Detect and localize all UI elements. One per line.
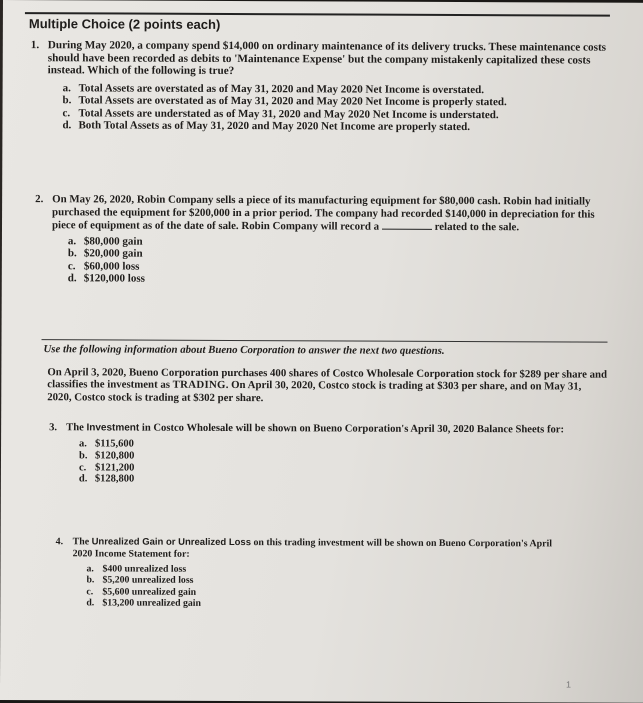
paragraph-line: On April 3, 2020, Bueno Corporation purchases 400 shares of Costco Wholesale Corporation stock for $289 per share and [47, 366, 608, 381]
option-d[interactable]: d. $120,000 loss [67, 272, 145, 285]
info-instruction: Use the following information about Bueno Corporation to answer the next two questions. [43, 343, 445, 357]
question-text [73, 536, 552, 561]
question-number: 3. [49, 422, 58, 434]
question-text: The Investment in Costco Wholesale will be shown on Bueno Corporation's April 30, 2020 Balance Sheets for: [66, 422, 565, 436]
question-2 [35, 193, 615, 234]
q3-options [79, 438, 135, 485]
option-a[interactable]: a. Total Assets are overstated as of May 31, 2020 and May 2020 Net Income is overstated. [62, 82, 485, 97]
section-heading: Multiple Choice (2 points each) [28, 16, 221, 32]
answer-blank [382, 220, 432, 230]
question-number: 1. [30, 39, 40, 52]
question-line: instead. Which of the following is true? [47, 64, 235, 78]
page-number: 1 [565, 679, 572, 690]
paragraph-line: classifies the investment as TRADING. On April 30, 2020, Costco stock is trading at $303 per share, and on May 31, [47, 378, 582, 393]
question-text [48, 39, 606, 79]
option-d[interactable]: d. $128,800 [78, 473, 135, 485]
q1-options [62, 82, 506, 133]
option-a[interactable]: a. $115,600 [79, 438, 134, 450]
paragraph-line: 2020, Costco stock is trading at $302 per share. [47, 391, 264, 404]
option-d[interactable]: d. Both Total Assets as of May 31, 2020 and May 2020 Net Income are properly stated. [62, 119, 471, 133]
q4-options [86, 563, 201, 609]
question-4 [55, 536, 601, 560]
info-paragraph [47, 366, 607, 406]
option-c[interactable]: c. Total Assets are understated as of May 31, 2020 and May 2020 Net Income is understated. [62, 106, 499, 121]
question-text [52, 193, 595, 234]
question-line: purchased the equipment for $200,000 in a prior period. The company had recorded $140,000 in depreciation for this [52, 205, 595, 221]
option-b[interactable]: b. $20,000 gain [67, 247, 143, 260]
question-1 [30, 39, 621, 78]
option-a[interactable]: a. $400 unrealized loss [86, 563, 187, 575]
question-number: 2. [35, 193, 44, 206]
question-line: The Unrealized Gain or Unrealized Loss on this trading investment will be shown on Bueno Corporation's April [72, 536, 552, 550]
question-number: 4. [55, 536, 64, 548]
option-c[interactable]: c. $121,200 [78, 461, 135, 474]
option-d[interactable]: d. $13,200 unrealized gain [86, 597, 202, 609]
question-line: piece of equipment as of the date of sale. Robin Company will record a related to the sale. [51, 219, 520, 234]
q2-options [68, 235, 145, 285]
question-3 [49, 422, 609, 436]
question-line: 2020 Income Statement for: [72, 547, 190, 560]
section-divider [42, 339, 608, 342]
question-line: On May 26, 2020, Robin Company sells a piece of its manufacturing equipment for $80,000 cash. Robin had initially [52, 193, 591, 208]
question-line: should have been recorded as debits to 'Maintenance Expense' but the company mistakenly capitalized these costs [47, 51, 591, 67]
option-c[interactable]: c. $60,000 loss [67, 259, 140, 273]
option-b[interactable]: b. $5,200 unrealized loss [86, 574, 194, 587]
option-a[interactable]: a. $80,000 gain [67, 235, 143, 248]
option-c[interactable]: c. $5,600 unrealized gain [86, 585, 197, 598]
option-b[interactable]: b. Total Assets are overstated as of May 31, 2020 and May 2020 Net Income is properly stated. [62, 94, 507, 109]
question-line: During May 2020, a company spend $14,000 on ordinary maintenance of its delivery trucks. These maintenance costs [47, 39, 607, 54]
option-b[interactable]: b. $120,800 [78, 450, 135, 462]
